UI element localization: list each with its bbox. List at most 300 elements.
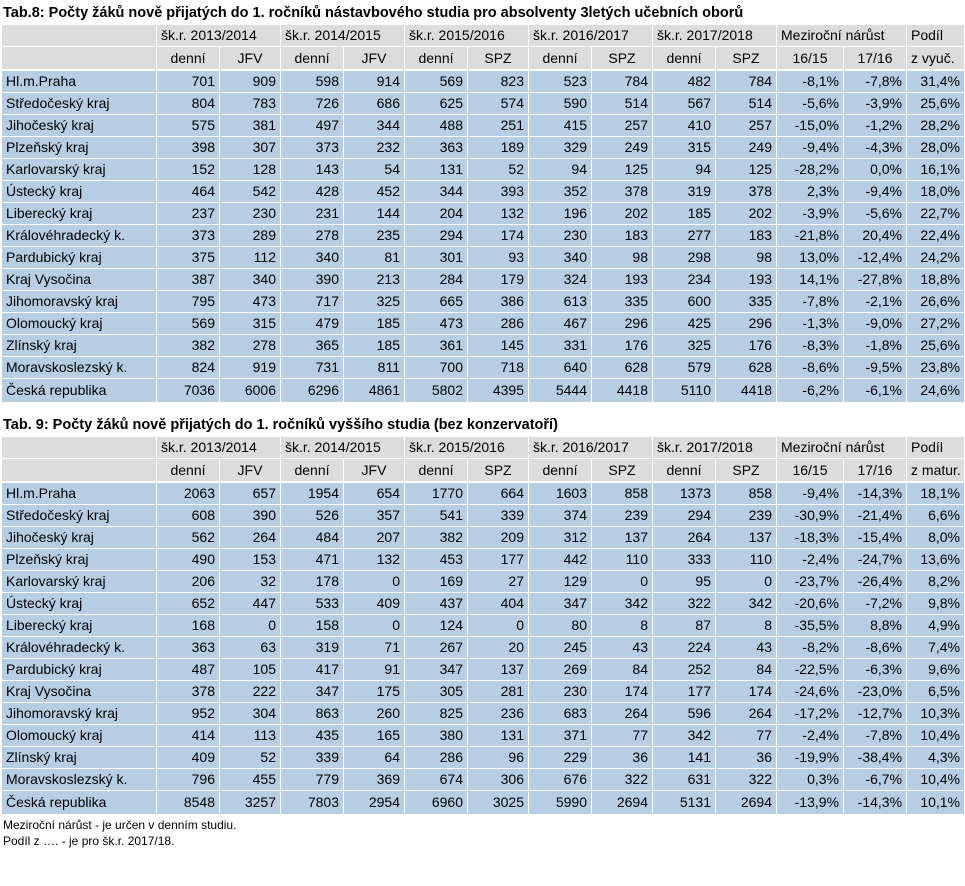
- region-name: Hl.m.Praha: [2, 482, 157, 505]
- table-cell: 131: [468, 725, 529, 747]
- table-cell: -12,7%: [844, 703, 907, 725]
- table-cell: 98: [716, 247, 777, 269]
- region-name: Středočeský kraj: [2, 93, 157, 115]
- table-cell: 32: [220, 571, 281, 593]
- table-cell: 204: [405, 203, 468, 225]
- table-cell: 137: [716, 527, 777, 549]
- table-cell: 52: [220, 747, 281, 769]
- table-cell: -35,5%: [777, 615, 844, 637]
- region-name: Česká republika: [2, 379, 157, 403]
- region-name: Královéhradecký k.: [2, 225, 157, 247]
- table-cell: 664: [468, 482, 529, 505]
- table-cell: 260: [344, 703, 405, 725]
- table-cell: 4861: [344, 379, 405, 403]
- table-cell: 858: [716, 482, 777, 505]
- header-year: šk.r. 2017/2018: [653, 25, 777, 47]
- table-cell: 193: [716, 269, 777, 291]
- table-row: [2, 357, 965, 379]
- region-name: Kraj Vysočina: [2, 269, 157, 291]
- table-cell: 26,6%: [907, 291, 965, 313]
- notes: [0, 817, 965, 849]
- table-cell: 325: [653, 335, 716, 357]
- table-cell: -2,4%: [777, 725, 844, 747]
- region-name: Karlovarský kraj: [2, 571, 157, 593]
- table-cell: 20,4%: [844, 225, 907, 247]
- table-cell: 278: [220, 335, 281, 357]
- header-year: šk.r. 2015/2016: [405, 437, 529, 459]
- table-cell: 8548: [157, 791, 220, 815]
- table-cell: 574: [468, 93, 529, 115]
- table-cell: 631: [653, 769, 716, 791]
- table-cell: 306: [468, 769, 529, 791]
- table-cell: 125: [716, 159, 777, 181]
- table-cell: 213: [344, 269, 405, 291]
- table-cell: 347: [405, 659, 468, 681]
- header-year: šk.r. 2013/2014: [157, 25, 281, 47]
- table-cell: 132: [468, 203, 529, 225]
- table-cell: -9,0%: [844, 313, 907, 335]
- region-name: Moravskoslezský k.: [2, 357, 157, 379]
- table-cell: 245: [529, 637, 592, 659]
- table-cell: 84: [592, 659, 653, 681]
- table-8: [1, 24, 965, 403]
- table-cell: 575: [157, 115, 220, 137]
- table-cell: 613: [529, 291, 592, 313]
- table-cell: 598: [281, 70, 344, 93]
- table-cell: 131: [405, 159, 468, 181]
- table-cell: 22,7%: [907, 203, 965, 225]
- table-cell: 281: [468, 681, 529, 703]
- table-cell: 185: [344, 335, 405, 357]
- table-cell: 6,6%: [907, 505, 965, 527]
- table-cell: 447: [220, 593, 281, 615]
- header-year: šk.r. 2014/2015: [281, 25, 405, 47]
- table-cell: 1603: [529, 482, 592, 505]
- table-row: [2, 181, 965, 203]
- table-cell: 9,6%: [907, 659, 965, 681]
- table-cell: -3,9%: [844, 93, 907, 115]
- table-row: [2, 137, 965, 159]
- table-cell: 98: [592, 247, 653, 269]
- table-cell: 347: [281, 681, 344, 703]
- header-sub: SPZ: [716, 459, 777, 483]
- table-cell: 222: [220, 681, 281, 703]
- table-cell: 20: [468, 637, 529, 659]
- table-cell: 319: [653, 181, 716, 203]
- table-cell: 381: [220, 115, 281, 137]
- table-cell: 523: [529, 70, 592, 93]
- table-cell: -14,3%: [844, 482, 907, 505]
- table-cell: 8: [716, 615, 777, 637]
- table-cell: 301: [405, 247, 468, 269]
- table-cell: 393: [468, 181, 529, 203]
- table-row: [2, 93, 965, 115]
- table-row: [2, 681, 965, 703]
- table-cell: -15,4%: [844, 527, 907, 549]
- table-cell: 363: [405, 137, 468, 159]
- table-cell: -7,8%: [844, 725, 907, 747]
- table-cell: 23,8%: [907, 357, 965, 379]
- table-cell: 378: [157, 681, 220, 703]
- table-cell: 654: [344, 482, 405, 505]
- table-cell: 375: [157, 247, 220, 269]
- table-cell: 726: [281, 93, 344, 115]
- table-cell: 315: [220, 313, 281, 335]
- table-row: [2, 482, 965, 505]
- table-cell: 590: [529, 93, 592, 115]
- table-cell: 125: [592, 159, 653, 181]
- table-cell: 54: [344, 159, 405, 181]
- header-corner: [2, 459, 157, 483]
- header-year: šk.r. 2017/2018: [653, 437, 777, 459]
- region-name: Jihomoravský kraj: [2, 291, 157, 313]
- header-sub: denní: [157, 47, 220, 71]
- table-cell: 0: [716, 571, 777, 593]
- table-cell: 600: [653, 291, 716, 313]
- table-cell: 373: [281, 137, 344, 159]
- table-cell: 2,3%: [777, 181, 844, 203]
- table-body: [2, 70, 965, 403]
- table-cell: 347: [529, 593, 592, 615]
- table-cell: 652: [157, 593, 220, 615]
- table-cell: 145: [468, 335, 529, 357]
- table-cell: 179: [468, 269, 529, 291]
- table-cell: 640: [529, 357, 592, 379]
- table-cell: -8,1%: [777, 70, 844, 93]
- table-cell: 315: [653, 137, 716, 159]
- table-cell: 373: [157, 225, 220, 247]
- table-9-title: Tab. 9: Počty žáků nově přijatých do 1. ročníků vyššího studia (bez konzervatoří): [3, 417, 558, 433]
- table-cell: 298: [653, 247, 716, 269]
- table-cell: 5990: [529, 791, 592, 815]
- table-cell: 6006: [220, 379, 281, 403]
- table-cell: 779: [281, 769, 344, 791]
- table-cell: 296: [716, 313, 777, 335]
- table-cell: 628: [716, 357, 777, 379]
- table-cell: 435: [281, 725, 344, 747]
- header-sub: JFV: [220, 47, 281, 71]
- table-cell: 569: [157, 313, 220, 335]
- table-cell: 3025: [468, 791, 529, 815]
- table-cell: 329: [529, 137, 592, 159]
- table-row: [2, 549, 965, 571]
- header-sub: denní: [529, 47, 592, 71]
- table-cell: 804: [157, 93, 220, 115]
- table-cell: 169: [405, 571, 468, 593]
- table-cell: 43: [592, 637, 653, 659]
- table-cell: 8,8%: [844, 615, 907, 637]
- table-cell: 352: [529, 181, 592, 203]
- table-cell: -5,6%: [844, 203, 907, 225]
- region-name: Olomoucký kraj: [2, 313, 157, 335]
- table-cell: 27: [468, 571, 529, 593]
- table-cell: 132: [344, 549, 405, 571]
- table-cell: 1770: [405, 482, 468, 505]
- note-share: Podíl z …. - je pro šk.r. 2017/18.: [3, 834, 175, 848]
- table-cell: -30,9%: [777, 505, 844, 527]
- table-cell: 409: [157, 747, 220, 769]
- table-cell: 196: [529, 203, 592, 225]
- table-cell: 731: [281, 357, 344, 379]
- table-cell: 417: [281, 659, 344, 681]
- table-cell: 339: [281, 747, 344, 769]
- table-row: [2, 769, 965, 791]
- table-cell: 387: [157, 269, 220, 291]
- table-cell: -8,3%: [777, 335, 844, 357]
- table-cell: 128: [220, 159, 281, 181]
- table-cell: 378: [716, 181, 777, 203]
- table-cell: 71: [344, 637, 405, 659]
- header-sub: denní: [405, 459, 468, 483]
- table-cell: 579: [653, 357, 716, 379]
- table-cell: 168: [157, 615, 220, 637]
- table-cell: 0: [344, 615, 405, 637]
- table-cell: 467: [529, 313, 592, 335]
- table-cell: 264: [653, 527, 716, 549]
- table-cell: 479: [281, 313, 344, 335]
- region-name: Plzeňský kraj: [2, 137, 157, 159]
- table-cell: 342: [653, 725, 716, 747]
- table-cell: 0: [592, 571, 653, 593]
- table-cell: 331: [529, 335, 592, 357]
- table-cell: 113: [220, 725, 281, 747]
- table-cell: -2,4%: [777, 549, 844, 571]
- table-cell: 361: [405, 335, 468, 357]
- table-cell: 153: [220, 549, 281, 571]
- table-cell: 701: [157, 70, 220, 93]
- header-sub: 16/15: [777, 459, 844, 483]
- table-cell: 569: [405, 70, 468, 93]
- header-row-years: [2, 25, 965, 47]
- table-cell: 386: [468, 291, 529, 313]
- table-cell: 249: [592, 137, 653, 159]
- table-cell: 542: [220, 181, 281, 203]
- header-row-sub: [2, 47, 965, 71]
- table-cell: -28,2%: [777, 159, 844, 181]
- table-cell: 404: [468, 593, 529, 615]
- table-cell: 863: [281, 703, 344, 725]
- table-cell: 608: [157, 505, 220, 527]
- table-cell: 277: [653, 225, 716, 247]
- table-cell: 110: [592, 549, 653, 571]
- header-sub: JFV: [344, 459, 405, 483]
- table-cell: 257: [592, 115, 653, 137]
- header-sub: SPZ: [716, 47, 777, 71]
- table-cell: 178: [281, 571, 344, 593]
- table-cell: -18,3%: [777, 527, 844, 549]
- header-row-years: [2, 437, 965, 459]
- table-cell: 22,4%: [907, 225, 965, 247]
- table-cell: 596: [653, 703, 716, 725]
- header-sub: z matur.: [907, 459, 965, 483]
- table-cell: 202: [592, 203, 653, 225]
- table-cell: 676: [529, 769, 592, 791]
- table-cell: -8,2%: [777, 637, 844, 659]
- table-cell: 473: [405, 313, 468, 335]
- header-row-sub: [2, 459, 965, 483]
- table-cell: 206: [157, 571, 220, 593]
- table-cell: 322: [653, 593, 716, 615]
- table-cell: 4,9%: [907, 615, 965, 637]
- header-sub: denní: [281, 47, 344, 71]
- table-cell: 152: [157, 159, 220, 181]
- table-row: [2, 335, 965, 357]
- region-name: Liberecký kraj: [2, 203, 157, 225]
- page: [0, 2, 965, 849]
- table-cell: 284: [405, 269, 468, 291]
- table-cell: 2694: [592, 791, 653, 815]
- table-cell: 105: [220, 659, 281, 681]
- table-cell: 28,2%: [907, 115, 965, 137]
- table-cell: 340: [281, 247, 344, 269]
- table-cell: 514: [592, 93, 653, 115]
- table-cell: 410: [653, 115, 716, 137]
- table-cell: -21,4%: [844, 505, 907, 527]
- table-cell: 252: [653, 659, 716, 681]
- header-year: šk.r. 2016/2017: [529, 25, 653, 47]
- table-cell: 718: [468, 357, 529, 379]
- table-cell: 95: [653, 571, 716, 593]
- table-row: [2, 313, 965, 335]
- table-cell: -17,2%: [777, 703, 844, 725]
- table-9: [1, 436, 965, 815]
- table-cell: 307: [220, 137, 281, 159]
- table-cell: 96: [468, 747, 529, 769]
- table-cell: 27,2%: [907, 313, 965, 335]
- table-cell: -23,7%: [777, 571, 844, 593]
- table-cell: 3257: [220, 791, 281, 815]
- table-cell: 4418: [592, 379, 653, 403]
- table-cell: 10,4%: [907, 725, 965, 747]
- table-cell: -9,5%: [844, 357, 907, 379]
- table-cell: 700: [405, 357, 468, 379]
- table-cell: 278: [281, 225, 344, 247]
- table-cell: 482: [653, 70, 716, 93]
- header-sub: 16/15: [777, 47, 844, 71]
- table-cell: 428: [281, 181, 344, 203]
- table-cell: 342: [592, 593, 653, 615]
- region-name: Pardubický kraj: [2, 247, 157, 269]
- header-corner: [2, 437, 157, 459]
- table-cell: 7,4%: [907, 637, 965, 659]
- table-cell: 363: [157, 637, 220, 659]
- table-cell: 357: [344, 505, 405, 527]
- table-row: [2, 115, 965, 137]
- table-row: [2, 637, 965, 659]
- table-cell: 43: [716, 637, 777, 659]
- table-cell: -21,8%: [777, 225, 844, 247]
- region-name: Česká republika: [2, 791, 157, 815]
- table-cell: 16,1%: [907, 159, 965, 181]
- table-cell: 230: [529, 681, 592, 703]
- table-cell: -4,3%: [844, 137, 907, 159]
- table-cell: 305: [405, 681, 468, 703]
- table-cell: 10,1%: [907, 791, 965, 815]
- table-cell: 264: [220, 527, 281, 549]
- table-cell: 137: [592, 527, 653, 549]
- table-cell: 174: [716, 681, 777, 703]
- table-cell: 229: [529, 747, 592, 769]
- note-growth: Meziroční nárůst - je určen v denním studiu.: [3, 818, 237, 832]
- table-cell: 185: [653, 203, 716, 225]
- table-cell: 81: [344, 247, 405, 269]
- region-name: Hl.m.Praha: [2, 70, 157, 93]
- table-cell: 224: [653, 637, 716, 659]
- region-name: Jihočeský kraj: [2, 527, 157, 549]
- header-sub: 17/16: [844, 47, 907, 71]
- table-cell: -24,7%: [844, 549, 907, 571]
- table-cell: -9,4%: [844, 181, 907, 203]
- table-cell: 398: [157, 137, 220, 159]
- table-cell: 63: [220, 637, 281, 659]
- header-sub: z vyuč.: [907, 47, 965, 71]
- table-cell: 124: [405, 615, 468, 637]
- table-cell: 628: [592, 357, 653, 379]
- table-row: [2, 659, 965, 681]
- table-cell: 294: [405, 225, 468, 247]
- table-cell: 674: [405, 769, 468, 791]
- table-cell: 382: [157, 335, 220, 357]
- table-cell: 453: [405, 549, 468, 571]
- table-cell: 2063: [157, 482, 220, 505]
- table-cell: -6,2%: [777, 379, 844, 403]
- table-cell: 202: [716, 203, 777, 225]
- table-cell: 231: [281, 203, 344, 225]
- table-row: [2, 505, 965, 527]
- table-cell: 390: [220, 505, 281, 527]
- table-cell: 141: [653, 747, 716, 769]
- table-cell: 93: [468, 247, 529, 269]
- table-cell: 488: [405, 115, 468, 137]
- table-cell: 84: [716, 659, 777, 681]
- table-cell: 340: [529, 247, 592, 269]
- table-cell: 110: [716, 549, 777, 571]
- region-name: Zlínský kraj: [2, 335, 157, 357]
- table-cell: -7,2%: [844, 593, 907, 615]
- table-cell: 6960: [405, 791, 468, 815]
- table-cell: 490: [157, 549, 220, 571]
- table-cell: 129: [529, 571, 592, 593]
- table-cell: 8,2%: [907, 571, 965, 593]
- table-cell: 185: [344, 313, 405, 335]
- table-cell: 267: [405, 637, 468, 659]
- table-cell: 339: [468, 505, 529, 527]
- table-cell: 335: [716, 291, 777, 313]
- table-cell: 415: [529, 115, 592, 137]
- header-sub: SPZ: [592, 47, 653, 71]
- header-sub: SPZ: [592, 459, 653, 483]
- table-cell: 176: [716, 335, 777, 357]
- table-row: [2, 747, 965, 769]
- table-cell: 137: [468, 659, 529, 681]
- table-cell: 235: [344, 225, 405, 247]
- table-cell: 5131: [653, 791, 716, 815]
- table-cell: 409: [344, 593, 405, 615]
- header-year: šk.r. 2013/2014: [157, 437, 281, 459]
- header-year: šk.r. 2014/2015: [281, 437, 405, 459]
- header-sub: SPZ: [468, 459, 529, 483]
- table-row: [2, 225, 965, 247]
- table-cell: 269: [529, 659, 592, 681]
- table-cell: 4395: [468, 379, 529, 403]
- header-sub: 17/16: [844, 459, 907, 483]
- table-cell: 823: [468, 70, 529, 93]
- table-header: [2, 437, 965, 483]
- table-cell: 165: [344, 725, 405, 747]
- table-cell: 625: [405, 93, 468, 115]
- table-cell: -8,6%: [777, 357, 844, 379]
- table-cell: 657: [220, 482, 281, 505]
